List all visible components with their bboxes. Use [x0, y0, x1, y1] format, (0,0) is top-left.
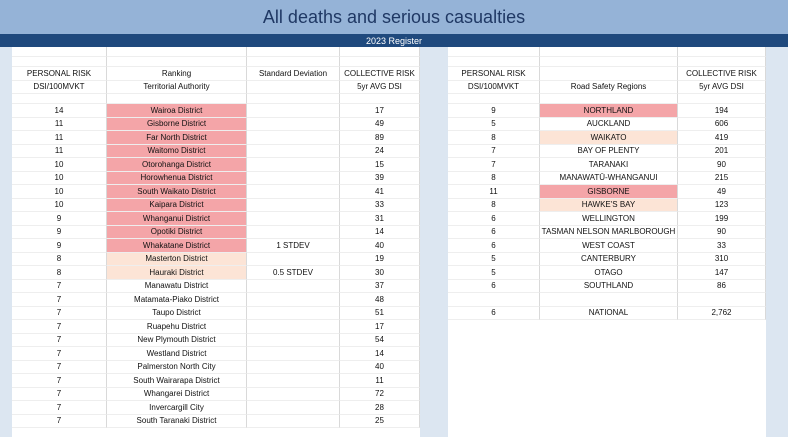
collective-risk-cell: 72 — [340, 388, 420, 402]
personal-risk-cell: 7 — [12, 334, 107, 348]
standard-deviation-cell — [247, 199, 340, 213]
collective-risk-cell: 17 — [340, 104, 420, 118]
territorial-authority-cell: Manawatu District — [107, 280, 247, 294]
blank-row — [448, 47, 766, 57]
collective-risk-cell: 41 — [340, 185, 420, 199]
table-row — [12, 374, 420, 388]
standard-deviation-cell — [247, 253, 340, 267]
collective-risk-cell: 40 — [340, 361, 420, 375]
right-margin-band — [766, 47, 788, 437]
collective-risk-cell: 199 — [678, 212, 766, 226]
header-row-1 — [448, 67, 766, 81]
table-row — [448, 104, 766, 118]
personal-risk-cell: 7 — [12, 388, 107, 402]
road-safety-region-cell: NORTHLAND — [540, 104, 678, 118]
territorial-authority-cell: Wairoa District — [107, 104, 247, 118]
standard-deviation-cell — [247, 118, 340, 132]
standard-deviation-cell — [247, 131, 340, 145]
territorial-authority-cell: Palmerston North City — [107, 361, 247, 375]
personal-risk-cell: 10 — [12, 199, 107, 213]
territorial-authority-cell: Hauraki District — [107, 266, 247, 280]
road-safety-region-cell: NATIONAL — [540, 307, 678, 321]
header-cell — [540, 67, 678, 81]
collective-risk-cell: 310 — [678, 253, 766, 267]
header-cell: DSI/100MVKT — [448, 81, 540, 95]
personal-risk-cell: 10 — [12, 158, 107, 172]
standard-deviation-cell — [247, 172, 340, 186]
road-safety-region-cell: MANAWATŪ-WHANGANUI — [540, 172, 678, 186]
personal-risk-cell: 6 — [448, 280, 540, 294]
header-cell: Ranking — [107, 67, 247, 81]
collective-risk-cell: 89 — [340, 131, 420, 145]
standard-deviation-cell — [247, 104, 340, 118]
collective-risk-cell: 201 — [678, 145, 766, 159]
territorial-authority-cell: Westland District — [107, 347, 247, 361]
personal-risk-cell: 11 — [12, 131, 107, 145]
table-row — [12, 347, 420, 361]
left-margin-band — [0, 47, 12, 437]
road-safety-region-cell: TARANAKI — [540, 158, 678, 172]
personal-risk-cell: 7 — [12, 374, 107, 388]
table-row — [12, 131, 420, 145]
collective-risk-cell: 40 — [340, 239, 420, 253]
table-row — [448, 280, 766, 294]
header-cell: PERSONAL RISK — [448, 67, 540, 81]
table-row — [12, 145, 420, 159]
road-safety-region-cell: WAIKATO — [540, 131, 678, 145]
collective-risk-cell: 14 — [340, 226, 420, 240]
table-row — [448, 158, 766, 172]
personal-risk-cell: 9 — [448, 104, 540, 118]
table-row — [448, 212, 766, 226]
personal-risk-cell: 11 — [12, 118, 107, 132]
table-row — [12, 280, 420, 294]
territorial-authority-cell: Otorohanga District — [107, 158, 247, 172]
standard-deviation-cell — [247, 280, 340, 294]
collective-risk-cell: 419 — [678, 131, 766, 145]
personal-risk-cell — [448, 293, 540, 307]
territorial-authority-cell: Masterton District — [107, 253, 247, 267]
personal-risk-cell: 7 — [12, 320, 107, 334]
road-safety-region-cell: HAWKE'S BAY — [540, 199, 678, 213]
collective-risk-cell: 194 — [678, 104, 766, 118]
standard-deviation-cell — [247, 226, 340, 240]
territorial-authority-cell: Gisborne District — [107, 118, 247, 132]
standard-deviation-cell — [247, 347, 340, 361]
collective-risk-cell: 11 — [340, 374, 420, 388]
table-row — [12, 334, 420, 348]
collective-risk-cell: 15 — [340, 158, 420, 172]
road-safety-region-cell: GISBORNE — [540, 185, 678, 199]
territorial-authority-cell: Horowhenua District — [107, 172, 247, 186]
standard-deviation-cell — [247, 334, 340, 348]
personal-risk-cell: 5 — [448, 118, 540, 132]
territorial-authority-cell: Taupo District — [107, 307, 247, 321]
standard-deviation-cell: 0.5 STDEV — [247, 266, 340, 280]
register-subtitle: 2023 Register — [0, 34, 788, 47]
personal-risk-cell: 7 — [12, 293, 107, 307]
header-cell — [247, 81, 340, 95]
personal-risk-cell: 5 — [448, 266, 540, 280]
territorial-authority-cell: South Wairarapa District — [107, 374, 247, 388]
collective-risk-cell: 2,762 — [678, 307, 766, 321]
middle-separator-band — [420, 47, 448, 437]
collective-risk-cell: 86 — [678, 280, 766, 294]
blank-row — [12, 47, 420, 57]
personal-risk-cell: 7 — [12, 307, 107, 321]
collective-risk-cell: 31 — [340, 212, 420, 226]
personal-risk-cell: 9 — [12, 239, 107, 253]
collective-risk-cell: 14 — [340, 347, 420, 361]
collective-risk-cell: 54 — [340, 334, 420, 348]
personal-risk-cell: 7 — [12, 361, 107, 375]
standard-deviation-cell — [247, 145, 340, 159]
collective-risk-cell: 37 — [340, 280, 420, 294]
collective-risk-cell: 48 — [340, 293, 420, 307]
table-row — [448, 118, 766, 132]
collective-risk-cell: 30 — [340, 266, 420, 280]
territorial-authority-table — [12, 47, 420, 428]
territorial-authority-cell: Whakatane District — [107, 239, 247, 253]
collective-risk-cell: 51 — [340, 307, 420, 321]
header-row-2 — [12, 81, 420, 95]
standard-deviation-cell — [247, 415, 340, 429]
table-row — [12, 239, 420, 253]
personal-risk-cell: 7 — [12, 347, 107, 361]
personal-risk-cell: 7 — [12, 280, 107, 294]
collective-risk-cell: 90 — [678, 226, 766, 240]
standard-deviation-cell — [247, 374, 340, 388]
road-safety-region-cell: SOUTHLAND — [540, 280, 678, 294]
header-cell: COLLECTIVE RISK — [340, 67, 420, 81]
road-safety-region-cell: TASMAN NELSON MARLBOROUGH — [540, 226, 678, 240]
road-safety-region-cell — [540, 293, 678, 307]
personal-risk-cell: 5 — [448, 253, 540, 267]
road-safety-region-cell: WEST COAST — [540, 239, 678, 253]
personal-risk-cell: 14 — [12, 104, 107, 118]
personal-risk-cell: 8 — [12, 253, 107, 267]
personal-risk-cell: 9 — [12, 212, 107, 226]
table-row — [12, 320, 420, 334]
blank-row — [12, 57, 420, 67]
personal-risk-cell: 8 — [448, 199, 540, 213]
table-row — [12, 361, 420, 375]
territorial-authority-cell: South Waikato District — [107, 185, 247, 199]
road-safety-region-cell: OTAGO — [540, 266, 678, 280]
table-row — [448, 185, 766, 199]
collective-risk-cell: 606 — [678, 118, 766, 132]
table-row — [448, 239, 766, 253]
personal-risk-cell: 7 — [448, 145, 540, 159]
collective-risk-cell: 17 — [340, 320, 420, 334]
table-row — [12, 199, 420, 213]
table-row — [448, 293, 766, 307]
table-row — [12, 158, 420, 172]
collective-risk-cell: 90 — [678, 158, 766, 172]
table-row — [448, 172, 766, 186]
territorial-authority-cell: Invercargill City — [107, 401, 247, 415]
territorial-authority-cell: Whangarei District — [107, 388, 247, 402]
blank-row — [448, 94, 766, 104]
standard-deviation-cell — [247, 212, 340, 226]
table-row — [12, 307, 420, 321]
collective-risk-cell: 215 — [678, 172, 766, 186]
road-safety-region-cell: CANTERBURY — [540, 253, 678, 267]
collective-risk-cell: 123 — [678, 199, 766, 213]
collective-risk-cell: 28 — [340, 401, 420, 415]
personal-risk-cell: 6 — [448, 307, 540, 321]
personal-risk-cell: 8 — [448, 172, 540, 186]
territorial-authority-cell: Waitomo District — [107, 145, 247, 159]
standard-deviation-cell — [247, 307, 340, 321]
personal-risk-cell: 8 — [448, 131, 540, 145]
header-cell: COLLECTIVE RISK — [678, 67, 766, 81]
standard-deviation-cell — [247, 320, 340, 334]
collective-risk-cell: 19 — [340, 253, 420, 267]
table-row — [448, 253, 766, 267]
personal-risk-cell: 11 — [448, 185, 540, 199]
standard-deviation-cell — [247, 293, 340, 307]
header-cell: PERSONAL RISK — [12, 67, 107, 81]
personal-risk-cell: 8 — [12, 266, 107, 280]
personal-risk-cell: 7 — [448, 158, 540, 172]
table-row — [12, 415, 420, 429]
territorial-authority-cell: New Plymouth District — [107, 334, 247, 348]
table-row — [12, 401, 420, 415]
table-row — [12, 253, 420, 267]
header-cell: Territorial Authority — [107, 81, 247, 95]
collective-risk-cell: 33 — [340, 199, 420, 213]
blank-row — [12, 94, 420, 104]
standard-deviation-cell — [247, 388, 340, 402]
road-safety-region-cell: BAY OF PLENTY — [540, 145, 678, 159]
road-safety-region-cell: AUCKLAND — [540, 118, 678, 132]
collective-risk-cell: 39 — [340, 172, 420, 186]
personal-risk-cell: 10 — [12, 185, 107, 199]
table-row — [448, 226, 766, 240]
territorial-authority-cell: South Taranaki District — [107, 415, 247, 429]
standard-deviation-cell — [247, 158, 340, 172]
header-row-1 — [12, 67, 420, 81]
personal-risk-cell: 11 — [12, 145, 107, 159]
personal-risk-cell: 6 — [448, 212, 540, 226]
standard-deviation-cell: 1 STDEV — [247, 239, 340, 253]
collective-risk-cell: 33 — [678, 239, 766, 253]
table-row — [448, 266, 766, 280]
table-row — [448, 145, 766, 159]
table-row — [12, 118, 420, 132]
header-row-2 — [448, 81, 766, 95]
personal-risk-cell: 10 — [12, 172, 107, 186]
collective-risk-cell: 49 — [340, 118, 420, 132]
personal-risk-cell: 7 — [12, 401, 107, 415]
table-row — [12, 185, 420, 199]
personal-risk-cell: 9 — [12, 226, 107, 240]
table-row — [12, 226, 420, 240]
blank-row — [448, 57, 766, 67]
standard-deviation-cell — [247, 185, 340, 199]
header-cell: Road Safety Regions — [540, 81, 678, 95]
personal-risk-cell: 6 — [448, 226, 540, 240]
collective-risk-cell: 25 — [340, 415, 420, 429]
territorial-authority-cell: Matamata-Piako District — [107, 293, 247, 307]
collective-risk-cell — [678, 293, 766, 307]
territorial-authority-cell: Far North District — [107, 131, 247, 145]
page-title: All deaths and serious casualties — [0, 0, 788, 34]
table-row — [12, 266, 420, 280]
collective-risk-cell: 24 — [340, 145, 420, 159]
header-cell: DSI/100MVKT — [12, 81, 107, 95]
header-cell: 5yr AVG DSI — [340, 81, 420, 95]
personal-risk-cell: 6 — [448, 239, 540, 253]
territorial-authority-cell: Whanganui District — [107, 212, 247, 226]
road-safety-region-rows — [448, 104, 766, 320]
table-row — [12, 212, 420, 226]
table-row — [448, 307, 766, 321]
standard-deviation-cell — [247, 401, 340, 415]
territorial-authority-rows — [12, 104, 420, 428]
road-safety-regions-table — [448, 47, 766, 320]
table-row — [448, 131, 766, 145]
road-safety-region-cell: WELLINGTON — [540, 212, 678, 226]
personal-risk-cell: 7 — [12, 415, 107, 429]
header-cell: 5yr AVG DSI — [678, 81, 766, 95]
territorial-authority-cell: Opotiki District — [107, 226, 247, 240]
territorial-authority-cell: Kaipara District — [107, 199, 247, 213]
table-row — [12, 293, 420, 307]
table-row — [448, 199, 766, 213]
table-row — [12, 104, 420, 118]
table-row — [12, 388, 420, 402]
header-cell: Standard Deviation — [247, 67, 340, 81]
collective-risk-cell: 49 — [678, 185, 766, 199]
territorial-authority-cell: Ruapehu District — [107, 320, 247, 334]
table-row — [12, 172, 420, 186]
standard-deviation-cell — [247, 361, 340, 375]
collective-risk-cell: 147 — [678, 266, 766, 280]
